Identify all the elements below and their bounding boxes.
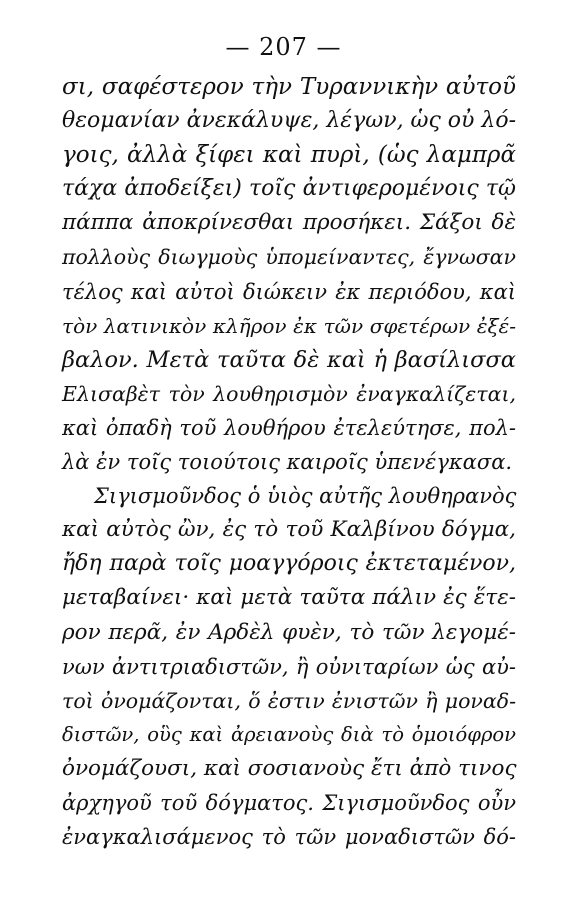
- text-line: σι, σαφέστερον τὴν Τυραννικὴν αὐτοῦ: [62, 74, 516, 100]
- text-line: ὀνομάζουσι, καὶ σοσιανοὺς ἔτι ἀπὸ τινος: [62, 755, 517, 781]
- text-line: ρον περᾶ, ἐν Αρδὲλ φυὲν, τὸ τῶν λεγομέ-: [62, 619, 516, 645]
- text-line: γοις, ἀλλὰ ξίφει καὶ πυρὶ, (ὡς λαμπρᾶ: [62, 142, 516, 169]
- paragraph-1: [62, 70, 516, 479]
- text-line: πολλοὺς διωγμοὺς ὑπομείναντες, ἔγνωσαν: [62, 245, 516, 270]
- text-line: τέλος καὶ αὐτοὶ διώκειν ἐκ περιόδου, καὶ: [62, 279, 516, 304]
- text-line: θεομανίαν ἀνεκάλυψε, λέγων, ὡς οὐ λό-: [62, 108, 517, 134]
- text-line: διστῶν, οὓς καὶ ἀρειανοὺς διὰ τὸ ὁμοιόφρον: [62, 722, 516, 746]
- text-line: ἤδη παρὰ τοῖς μοαγγόροις ἐκτεταμένον,: [62, 551, 516, 577]
- text-line: ἐναγκαλισάμενος τὸ τῶν μοναδιστῶν δό-: [62, 825, 516, 850]
- text-line: ἀρχηγοῦ τοῦ δόγματος. Σιγισμοῦνδος οὖν: [62, 790, 516, 815]
- text-line: τάχα ἀποδείξει) τοῖς ἀντιφερομένοις τῷ: [62, 176, 516, 202]
- text-line: νων ἀντιτριαδιστῶν, ἢ οὐνιταρίων ὡς αὐ-: [62, 654, 516, 679]
- page-number: — 207 —: [225, 33, 342, 61]
- body-text: [62, 70, 516, 854]
- text-line: τὸν λατινικὸν κλῆρον ἐκ τῶν σφετέρων ἐξέ-: [62, 313, 516, 338]
- text-line: καὶ ὀπαδὴ τοῦ λουθήρου ἐτελεύτησε, πολ-: [62, 415, 516, 440]
- paragraph-2: [62, 479, 516, 854]
- text-line: Σιγισμοῦνδος ὁ ὑιὸς αὐτῆς λουθηρανὸς: [94, 484, 517, 509]
- text-line: μεταβαίνει· καὶ μετὰ ταῦτα πάλιν ἐς ἕτε-: [62, 585, 516, 611]
- text-line: βαλον. Μετὰ ταῦτα δὲ καὶ ἡ βασίλισσα: [62, 346, 516, 373]
- text-line: καὶ αὐτὸς ὢν, ἐς τὸ τοῦ Καλβίνου δόγμα,: [62, 517, 516, 543]
- text-line: λὰ ἐν τοῖς τοιούτοις καιροῖς ὑπενέγκασα.: [62, 450, 513, 475]
- text-line: Ελισαβὲτ τὸν λουθηρισμὸν ἐναγκαλίζεται,: [62, 381, 516, 406]
- text-line: τοὶ ὀνομάζονται, ὅ ἐστιν ἐνιστῶν ἢ μοναδ-: [62, 688, 516, 713]
- text-line: πάππα ἀποκρίνεσθαι προσήκει. Σάξοι δὲ: [62, 210, 516, 236]
